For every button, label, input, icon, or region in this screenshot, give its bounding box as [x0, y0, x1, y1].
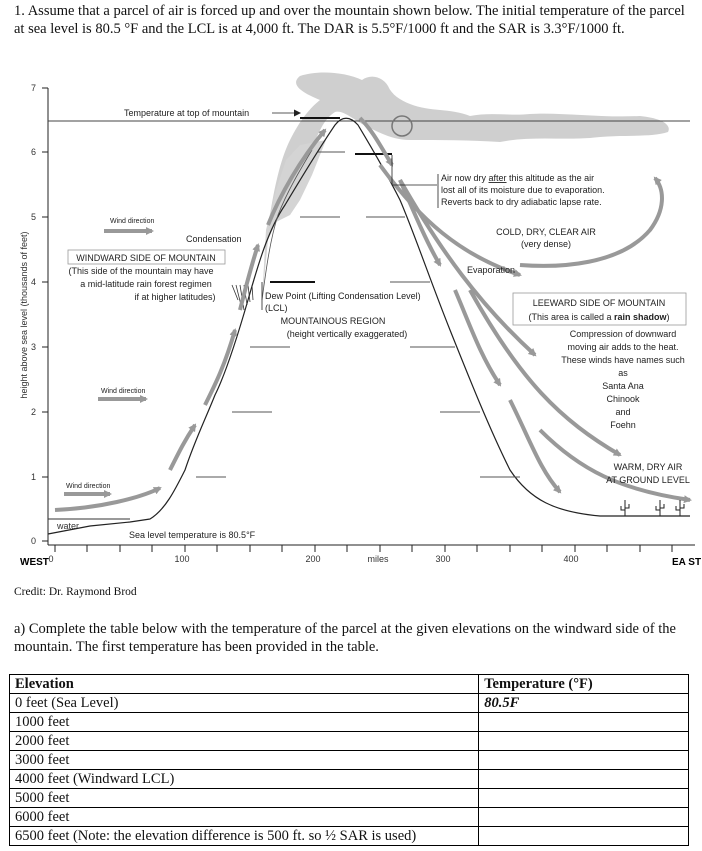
- header-elevation: Elevation: [10, 675, 479, 694]
- wind-name-santa-ana: Santa Ana: [602, 381, 644, 391]
- y-tick-0: 0: [30, 536, 36, 546]
- x-tick-0: 0: [48, 554, 54, 564]
- x-tick-200: 200: [305, 554, 321, 564]
- temperature-cell[interactable]: [479, 751, 689, 770]
- table-row: [10, 732, 689, 751]
- air-dry-leader: [392, 155, 437, 185]
- cold-dry-line-2: (very dense): [520, 239, 572, 249]
- wind-name-foehn: Foehn: [610, 420, 636, 430]
- y-tick-2: 2: [30, 407, 36, 417]
- elevation-cell: 0 feet (Sea Level): [10, 694, 479, 713]
- elevation-cell: 5000 feet: [10, 789, 479, 808]
- windward-line-2: a mid-latitude rain forest regimen: [80, 279, 212, 289]
- wind-name-and: and: [615, 407, 631, 417]
- elevation-cell: 4000 feet (Windward LCL): [10, 770, 479, 789]
- air-dry-line-2: lost all of its moisture due to evaporation.: [441, 185, 605, 195]
- east-label: EA ST: [672, 557, 702, 568]
- table-row: [10, 808, 689, 827]
- y-tick-6: 6: [30, 147, 36, 157]
- elevation-cell: 6000 feet: [10, 808, 479, 827]
- compression-line-3: These winds have names such: [561, 355, 685, 365]
- windward-title: WINDWARD SIDE OF MOUNTAIN: [76, 253, 216, 263]
- air-dry-after: after: [488, 173, 507, 183]
- y-tick-marks: [42, 88, 48, 541]
- leeward-subtitle: [528, 312, 669, 322]
- air-dry-line-3: Reverts back to dry adiabatic lapse rate.: [441, 197, 602, 207]
- elevation-cell: 6500 feet (Note: the elevation difference is 500 ft. so ½ SAR is used): [10, 827, 479, 846]
- y-tick-7: 7: [30, 83, 36, 93]
- condensation-label: Condensation: [186, 234, 242, 244]
- leeward-sub-suffix: ): [666, 312, 670, 322]
- wind-name-chinook: Chinook: [606, 394, 640, 404]
- y-tick-3: 3: [30, 342, 36, 352]
- wind-direction-label-3: Wind direction: [66, 483, 111, 490]
- question-text: 1. Assume that a parcel of air is forced up and over the mountain shown below. The initial temperature of the parcel at sea level is 80.5 °F and the LCL is at 4,000 ft. The DAR is 5.5°F/1000 ft and the SAR is 3.3°F/1000 ft.: [14, 3, 685, 37]
- header-temperature: Temperature (°F): [479, 675, 689, 694]
- table-row: [10, 789, 689, 808]
- table-row: [10, 827, 689, 846]
- windward-line-1: (This side of the mountain may have: [68, 266, 214, 276]
- elevation-cell: 3000 feet: [10, 751, 479, 770]
- y-axis-label: height above sea level (thousands of feet): [19, 231, 29, 399]
- sea-level-temp-label: Sea level temperature is 80.5°F: [129, 530, 256, 540]
- x-tick-marks: [55, 545, 672, 552]
- air-dry-line-1: [441, 173, 594, 183]
- table-header-row: [10, 675, 689, 694]
- temperature-cell[interactable]: [479, 713, 689, 732]
- leeward-title: LEEWARD SIDE OF MOUNTAIN: [532, 298, 666, 308]
- table-row: [10, 694, 689, 713]
- west-label: WEST: [20, 557, 49, 568]
- question-a-text: a) Complete the table below with the temperature of the parcel at the given elevations on the windward side of the mountain. The first temperature has been provided in the table.: [14, 621, 676, 655]
- table-row: [10, 751, 689, 770]
- x-tick-miles: miles: [367, 554, 389, 564]
- temperature-cell[interactable]: [479, 770, 689, 789]
- x-tick-100: 100: [174, 554, 190, 564]
- x-tick-400: 400: [563, 554, 579, 564]
- y-tick-5: 5: [30, 212, 36, 222]
- elevation-cell: 1000 feet: [10, 713, 479, 732]
- mountainous-line-2: (height vertically exaggerated): [286, 329, 408, 339]
- dew-point-line-2: (LCL): [265, 303, 288, 313]
- evaporation-label: Evaporation: [467, 265, 516, 275]
- compression-line-4: as: [618, 368, 628, 378]
- cold-dry-line-1: COLD, DRY, CLEAR AIR: [496, 227, 596, 237]
- wind-direction-label-1: Wind direction: [110, 218, 155, 225]
- water-label: water: [57, 521, 80, 531]
- mountainous-line-1: MOUNTAINOUS REGION: [280, 316, 386, 326]
- compression-line-2: moving air adds to the heat.: [567, 342, 679, 352]
- dew-point-line-1: Dew Point (Lifting Condensation Level): [265, 291, 421, 301]
- temperature-cell[interactable]: [479, 732, 689, 751]
- credit-text: Credit: Dr. Raymond Brod: [14, 586, 137, 598]
- warm-dry-line-1: WARM, DRY AIR: [613, 462, 683, 472]
- top-of-mountain-label: Temperature at top of mountain: [124, 108, 250, 118]
- air-dry-prefix: Air now dry: [441, 173, 489, 183]
- windward-line-3: if at higher latitudes): [134, 292, 216, 302]
- cactus-icons: [621, 500, 684, 516]
- compression-line-1: Compression of downward: [569, 329, 677, 339]
- temperature-table: [9, 674, 689, 846]
- temperature-cell[interactable]: 80.5F: [479, 694, 689, 713]
- wind-direction-label-2: Wind direction: [101, 388, 146, 395]
- x-tick-300: 300: [435, 554, 451, 564]
- air-dry-suffix: this altitude as the air: [506, 173, 595, 183]
- temperature-cell[interactable]: [479, 789, 689, 808]
- table-row: [10, 770, 689, 789]
- leeward-sub-bold: rain shadow: [614, 312, 667, 322]
- y-tick-1: 1: [30, 472, 36, 482]
- elevation-cell: 2000 feet: [10, 732, 479, 751]
- warm-dry-line-2: AT GROUND LEVEL: [606, 475, 690, 485]
- temperature-cell[interactable]: [479, 827, 689, 846]
- y-tick-4: 4: [30, 277, 36, 287]
- leeward-sub-prefix: (This area is called a: [528, 312, 615, 322]
- table-row: [10, 713, 689, 732]
- temperature-cell[interactable]: [479, 808, 689, 827]
